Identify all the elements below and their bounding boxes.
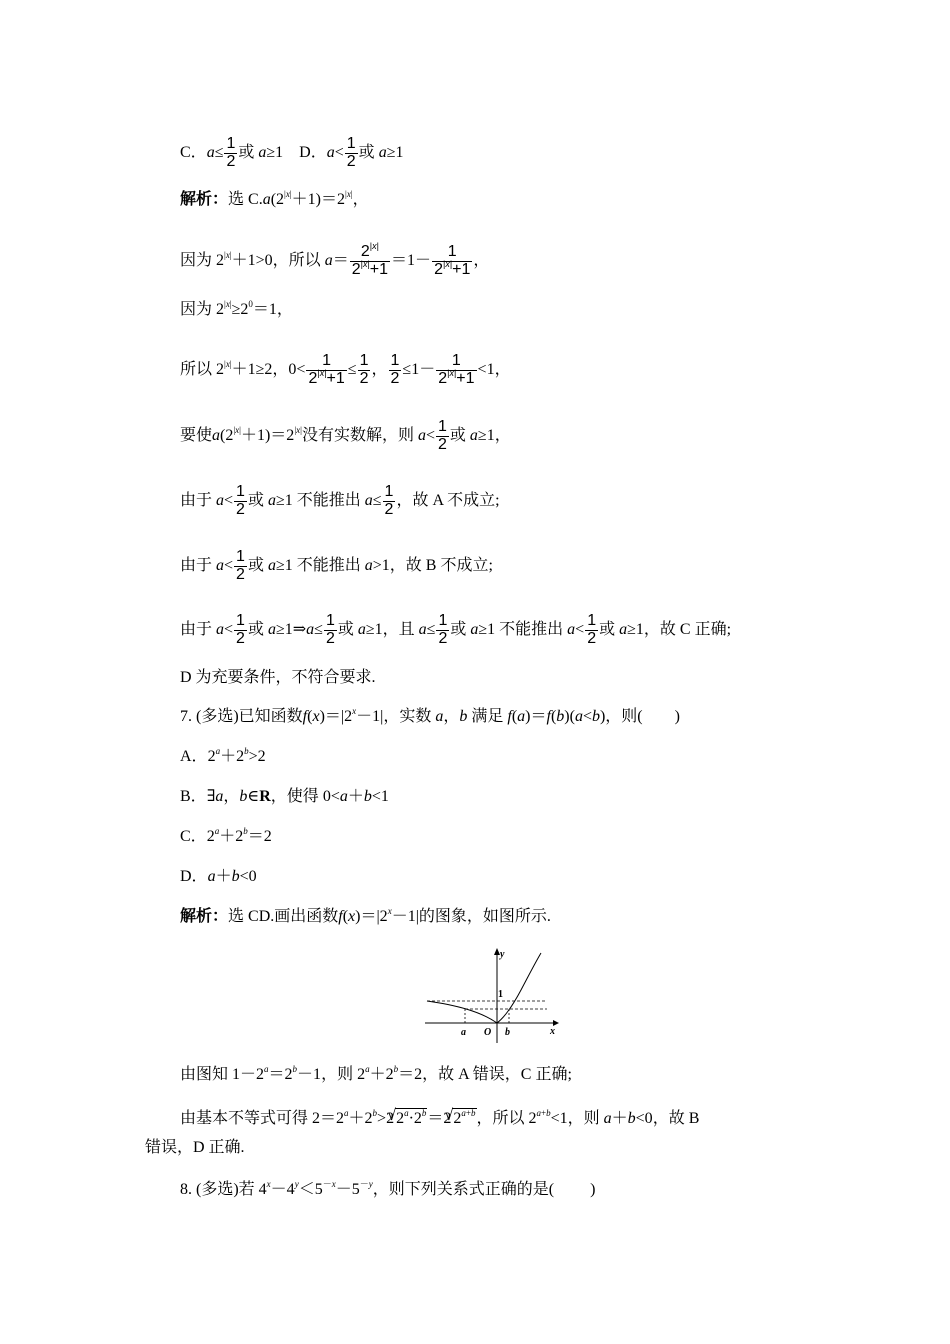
question-7-option-c: C．$2^a+2^b=2$	[180, 826, 272, 845]
solution-6-step-1: 因为 $2^{|x|}+1>0$，所以 a＝ $\frac{2^{|x|}}{2^{|x|}+1}$ ＝1－ $\frac{1}{2^{|x|}+1}$ ，	[180, 241, 490, 278]
function-graph-figure	[425, 945, 565, 1045]
one-label: 1	[498, 989, 503, 1000]
question-8-stem: 8. (多选)若 $4^x-4^y<5^{-x}-5^{-y}$，则下列关系式正确的是( )	[180, 1179, 596, 1198]
solution-label: 解析：	[180, 908, 229, 925]
y-label: y	[500, 949, 505, 960]
option-line-cd: C．a≤ $\frac{1}{2}$ 或 a≥1 D．a< $\frac{1}{2}$ 或 a≥1	[180, 135, 404, 170]
solution-6-step-3: 所以 $2^{|x|}+1\ge 2$，0< $\frac{1}{2^{|x|}+1}$ ≤ $\frac{1}{2}$ ， $\frac{1}{2}$ ≤1－ $\frac{1}{2^{|x|}+1}$ <1，	[180, 352, 511, 387]
x-label: x	[550, 1026, 555, 1037]
solution-6-header: 解析：选 $C.a(2^{|x|}+1)=2^{|x|}$，	[180, 189, 369, 208]
solution-6-step-7: 由于 a< $\frac{1}{2}$ 或 a≥1⇒a≤ $\frac{1}{2}$ 或 a≥1，且 a≤ $\frac{1}{2}$ 或 a≥1 不能推出 a< $\frac{1}{2}$ 或 a≥1，故 C 正确;	[180, 612, 732, 647]
solution-6-step-2: 因为 $2^{|x|}\ge 2^0=1$，	[180, 299, 293, 318]
question-7-option-b: B．∃a，b∈R，使得 0<a＋b<1	[180, 788, 389, 805]
question-7-option-a: A．$2^a+2^b>2$	[180, 746, 266, 765]
solution-6-conclusion: D 为充要条件，不符合要求.	[180, 669, 376, 686]
solution-label: 解析：	[180, 191, 229, 208]
question-7-option-d: D．a＋b<0	[180, 868, 257, 885]
option-c-label: C．	[180, 143, 207, 161]
question-7-stem: 7. (多选)已知函数$f(x)=|2^x-1|$，实数 a，b 满足 f(a)＝f(b)(a<b)，则( )	[180, 706, 680, 725]
solution-7-step-3: 错误，D 正确.	[145, 1139, 245, 1156]
solution-7-header: 解析：选 CD.画出函数$f(x)=|2^x-1|$的图象，如图所示.	[180, 906, 551, 925]
solution-6-step-5: 由于 a< $\frac{1}{2}$ 或 a≥1 不能推出 a≤ $\frac{1}{2}$ ，故 A 不成立;	[180, 483, 500, 518]
option-d-label: D．	[299, 143, 327, 161]
origin-label: O	[484, 1027, 492, 1038]
solution-7-step-2: 由基本不等式可得 $2=2^a+2^b>2$ √ $2^a\cdot 2^b=2$ √ $2^{a+b}$，所以 $2^{a+b}<1$，则 a＋b<0，故 B	[180, 1108, 699, 1131]
solution-6-step-4: 要使$a(2^{|x|}+1)=2^{|x|}$没有实数解，则 a< $\frac{1}{2}$ 或 a≥1，	[180, 418, 511, 453]
b-label: b	[505, 1027, 510, 1038]
solution-7-step-1: 由图知 $1-2^a=2^b-1$，则 $2^a+2^b=2$，故 A 错误，C 正确;	[180, 1064, 572, 1083]
a-label: a	[461, 1027, 466, 1038]
solution-6-step-6: 由于 a< $\frac{1}{2}$ 或 a≥1 不能推出 a>1，故 B 不成立;	[180, 548, 493, 583]
function-curve	[427, 953, 541, 1023]
